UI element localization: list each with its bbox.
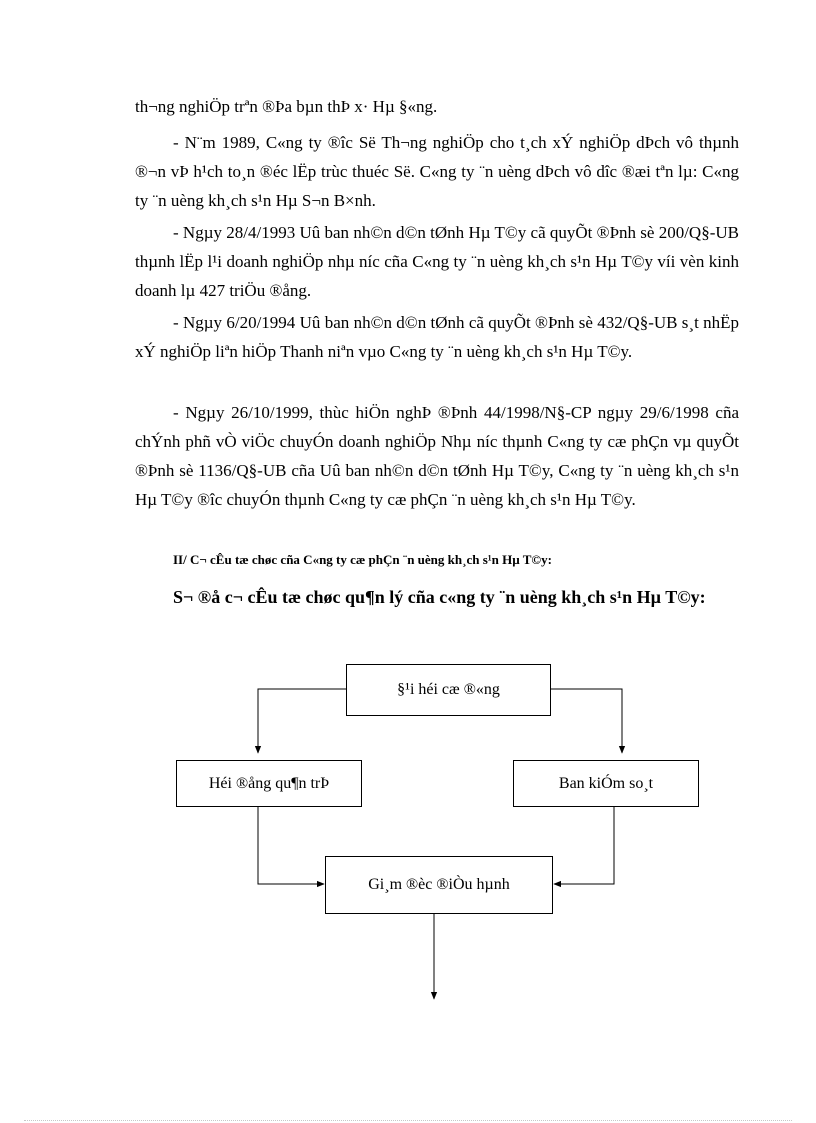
org-node-shareholders: §¹i héi cæ ®«ng [346, 664, 551, 716]
paragraph-1994: - Ngµy 6/20/1994 Uû ban nh©n d©n tØnh cã quyÕt ®Þnh sè 432/Q§-UB s¸t nhËp xÝ nghiÖp liªn hiÖp Thanh niªn vµo C«ng ty ¨n uèng kh¸ch s¹n Hµ T©y. [135, 313, 739, 361]
paragraph-continuation: th¬ng nghiÖp trªn ®Þa bµn thÞ x· Hµ §«ng. [135, 97, 438, 116]
connector-top-to-left [258, 689, 346, 753]
org-node-supervisory: Ban kiÓm so¸t [513, 760, 699, 807]
connector-top-to-right [551, 689, 622, 753]
paragraph-1999: - Ngµy 26/10/1999, thùc hiÖn nghÞ ®Þnh 44/1998/N§-CP ngµy 29/6/1998 cña chÝnh phñ vÒ viÖc chuyÓn doanh nghiÖp Nhµ níc thµnh C«ng ty cæ phÇn vµ quyÕt ®Þnh sè 1136/Q§-UB cña Uû ban nh©n d©n tØnh Hµ T©y, C«ng ty ¨n uèng kh¸ch s¹n Hµ T©y ®îc chuyÓn thµnh C«ng ty cæ phÇn ¨n uèng kh¸ch s¹n Hµ T©y. [135, 403, 739, 509]
diagram-title: S¬ ®å c¬ cÊu tæ chøc qu¶n lý cña c«ng ty ¨n uèng kh¸ch s¹n Hµ T©y: [173, 587, 706, 607]
paragraph-1989: - N¨m 1989, C«ng ty ®îc Së Th¬ng nghiÖp cho t¸ch xÝ nghiÖp dÞch vô thµnh ®¬n vÞ h¹ch to¸n ®éc lËp trùc thuéc Së. C«ng ty ¨n uèng dÞch vô dîc ®æi tªn lµ: C«ng ty ¨n uèng kh¸ch s¹n Hµ S¬n B×nh. [135, 133, 739, 210]
connector-right-to-bottom [554, 807, 614, 884]
section-heading: II/ C¬ cÊu tæ chøc cña C«ng ty cæ phÇn ¨n uèng kh¸ch s¹n Hµ T©y: [173, 552, 552, 567]
connector-left-to-bottom [258, 807, 324, 884]
paragraph-1993: - Ngµy 28/4/1993 Uû ban nh©n d©n tØnh Hµ T©y cã quyÕt ®Þnh sè 200/Q§-UB thµnh lËp l¹i doanh nghiÖp nhµ níc cña C«ng ty ¨n uèng kh¸ch s¹n Hµ T©y víi vèn kinh doanh lµ 427 triÖu ®ång. [135, 223, 739, 300]
footer-rule [24, 1120, 792, 1121]
org-node-board: Héi ®ång qu¶n trÞ [176, 760, 362, 807]
org-node-director: Gi¸m ®èc ®iÒu hµnh [325, 856, 553, 914]
